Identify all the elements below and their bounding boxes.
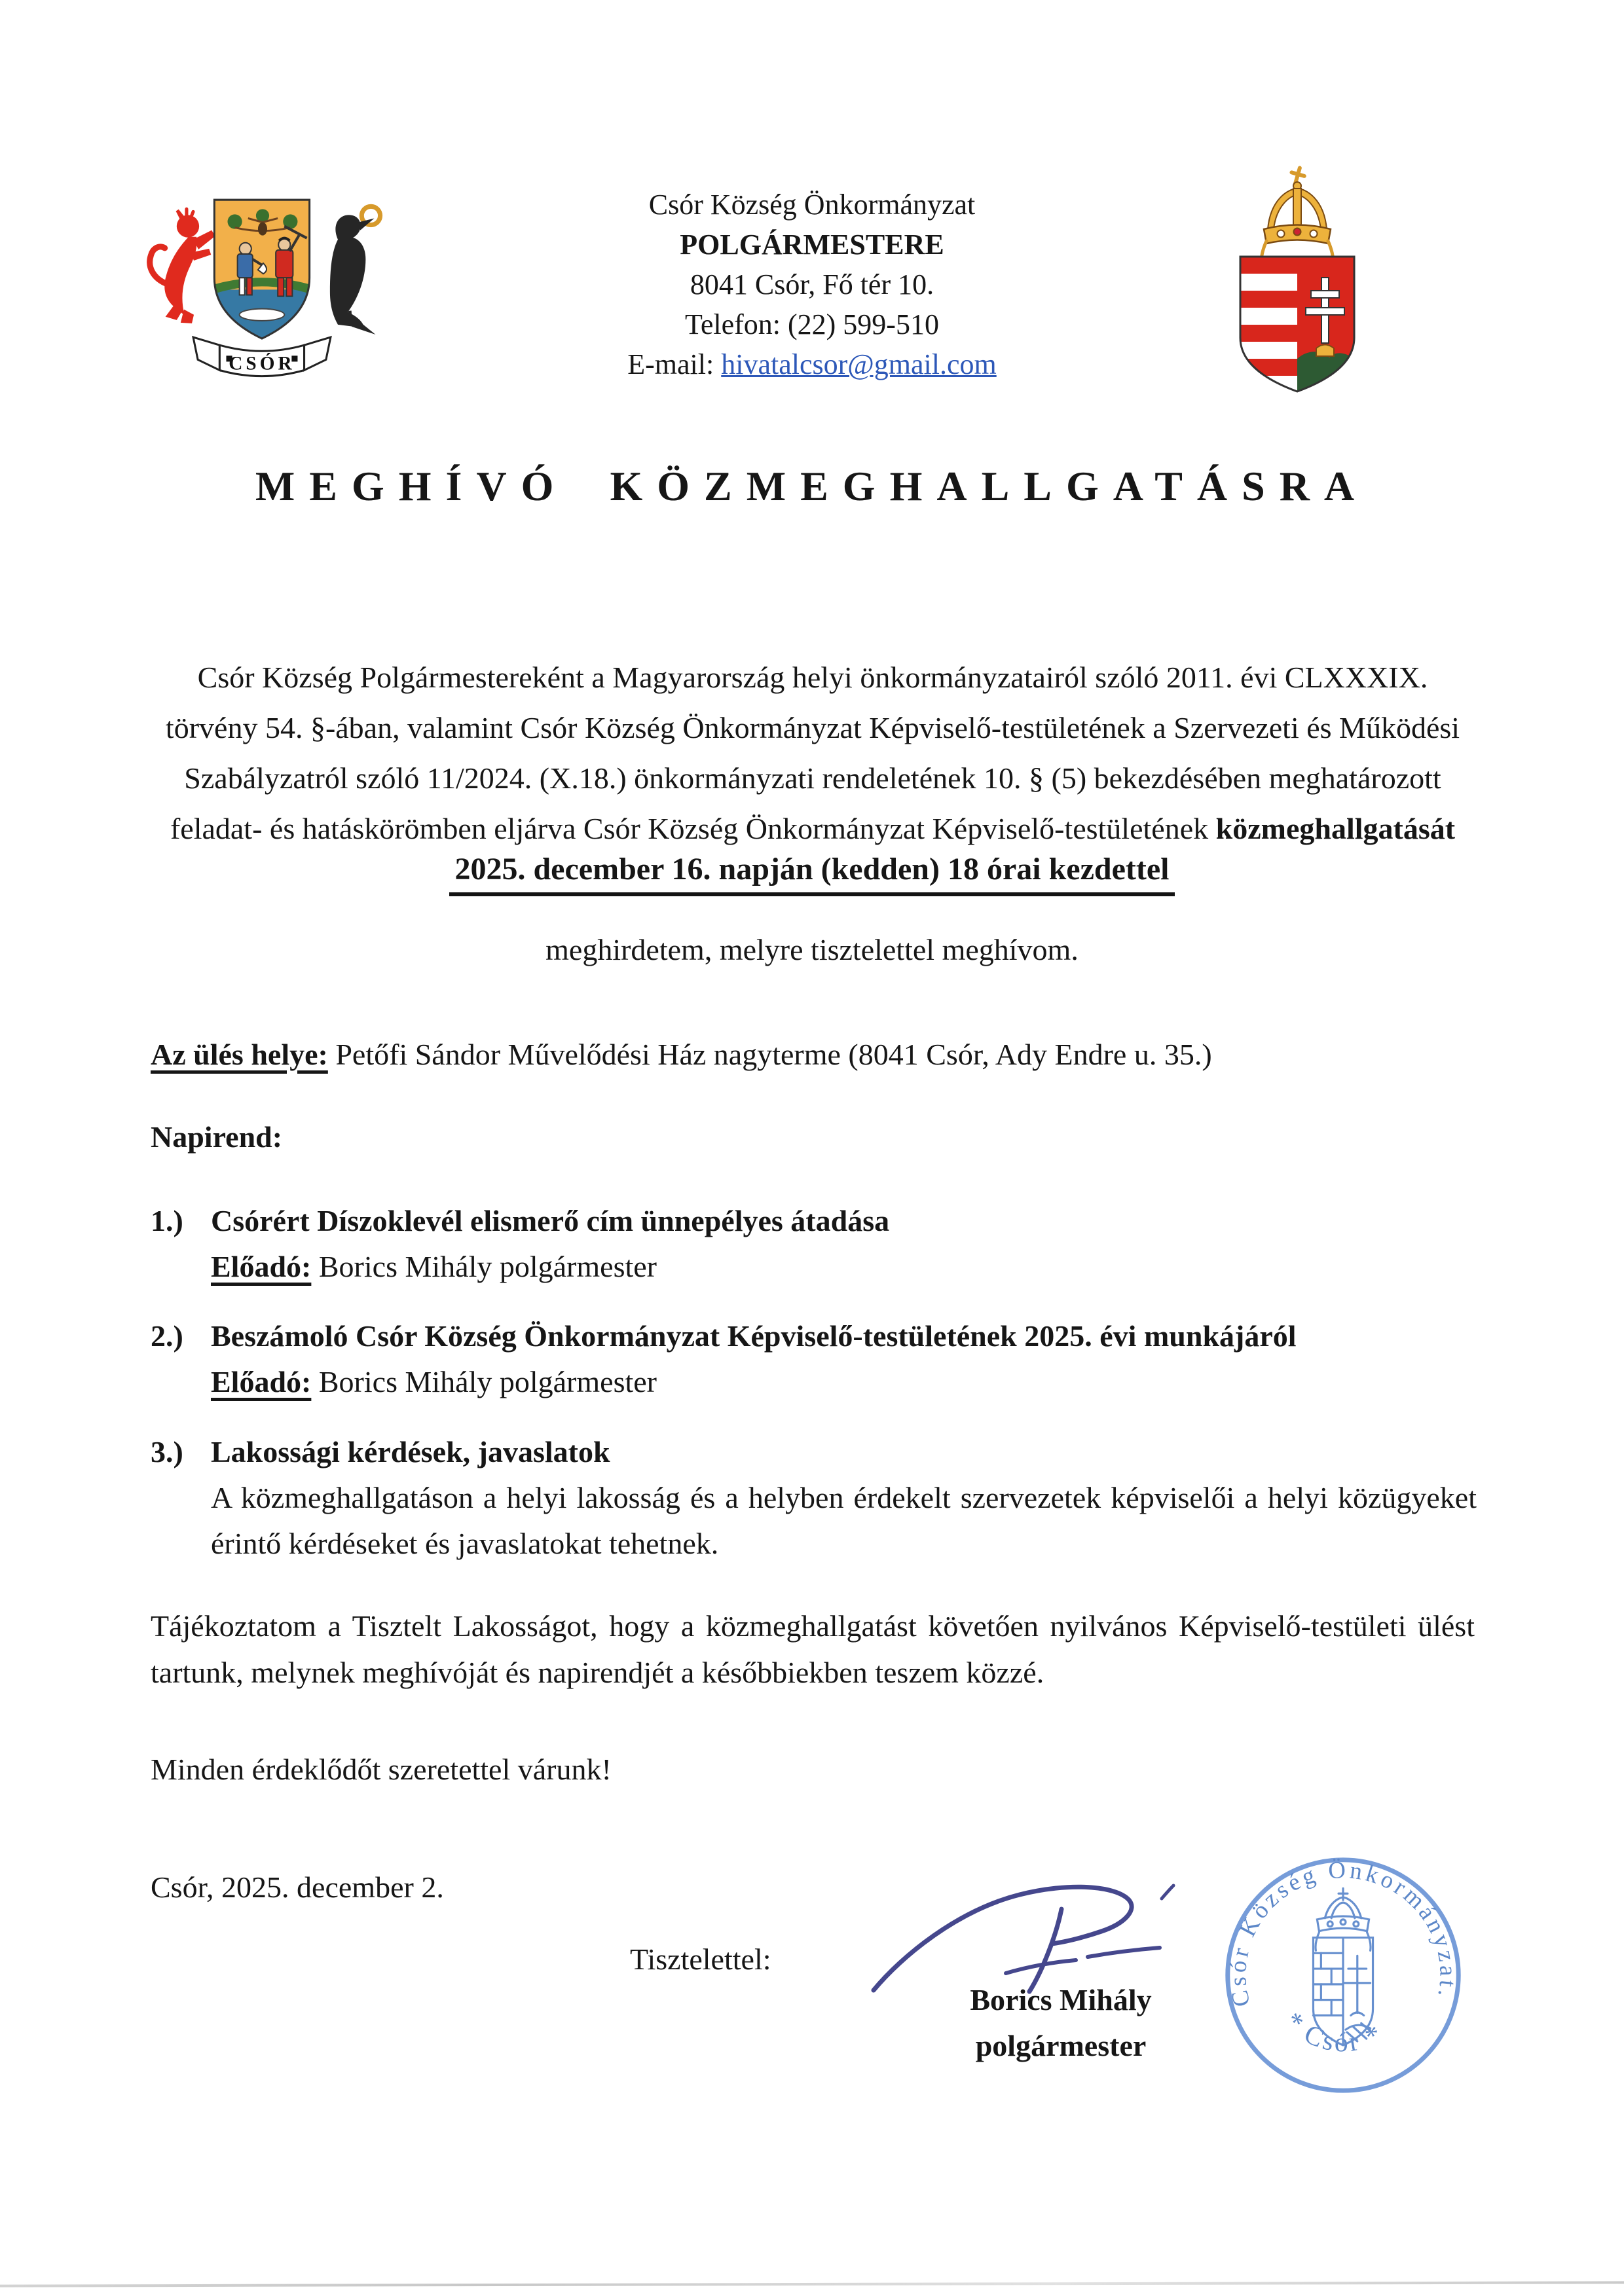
place-date-line: Csór, 2025. december 2. (151, 1870, 444, 1904)
official-stamp (1213, 1846, 1473, 2105)
agenda-heading: Napirend: (151, 1120, 283, 1154)
stamp-coat-of-arms-icon (1313, 1888, 1373, 2045)
hearing-date-line (0, 851, 1624, 896)
letterhead (468, 185, 1156, 384)
presenter-label: Előadó: (211, 1365, 312, 1398)
presenter-name: Borics Mihály polgármester (311, 1365, 657, 1398)
venue-line (151, 1037, 1475, 1072)
agenda-item-presenter (211, 1359, 1477, 1405)
hearing-date-text: 2025. december 16. napján (kedden) 18 órai kezdettel (449, 851, 1174, 896)
presenter-label: Előadó: (211, 1250, 312, 1283)
agenda-item-title: Csórért Díszoklevél elismerő cím ünnepélyes átadása (211, 1204, 890, 1237)
org-email-line (468, 344, 1156, 384)
intro-text: Csór Község Polgármestereként a Magyarország helyi önkormányzatairól szóló 2011. évi CLXXXIX. törvény 54. §-ában, valamint Csór Község Önkormányzat Képviselő-testületének a Szervezeti és Működési Szabályzatról szóló 11/2024. (X.18.) önkormányzati rendeletének 10. § (5) bekezdésében meghatározott feladat- és hatáskörömben eljárva Csór Község Önkormányzat Képviselő-testületének (165, 661, 1460, 845)
agenda-item-3 (151, 1429, 1477, 1567)
signer-title: polgármester (975, 2029, 1147, 2062)
scan-artifact-line (0, 2281, 1624, 2287)
signer-block (933, 1977, 1189, 2069)
hungary-shield (1240, 257, 1354, 394)
salutation: Tisztelettel: (630, 1942, 771, 1976)
csor-banner (193, 337, 331, 376)
stamp-text-top: Csór Község Önkormányzat. (1224, 1855, 1462, 2010)
small-crown-icon (1316, 345, 1334, 357)
agenda-item-title: Lakossági kérdések, javaslatok (211, 1435, 610, 1468)
signer-name: Borics Mihály (970, 1983, 1152, 2016)
intro-paragraph (151, 652, 1475, 854)
agenda-item-number: 3.) (151, 1435, 183, 1468)
lion-icon (150, 209, 215, 323)
venue-label: Az ülés helye: (151, 1038, 328, 1071)
agenda-item-1 (151, 1198, 1477, 1290)
hungary-crest-graphic (1226, 165, 1369, 409)
agenda-item-body: A közmeghallgatáson a helyi lakosság és a helyben érdekelt szervezetek képviselői a helyi közügyeket érintő kérdéseket és javaslatokat tehetnek. (211, 1481, 1477, 1560)
email-label: E-mail: (627, 348, 722, 380)
green-mound (1297, 352, 1354, 392)
org-phone: Telefon: (22) 599-510 (685, 308, 939, 340)
agenda-item-2 (151, 1313, 1477, 1405)
csor-coat-of-arms (119, 185, 410, 407)
org-role: POLGÁRMESTERE (680, 228, 944, 261)
fish-icon (240, 309, 285, 321)
email-link[interactable]: hivatalcsor@gmail.com (721, 348, 997, 380)
announce-line: meghirdetem, melyre tisztelettel meghívom. (545, 933, 1079, 966)
presenter-name: Borics Mihály polgármester (311, 1250, 657, 1283)
agenda-item-number: 2.) (151, 1319, 183, 1353)
org-address: 8041 Csór, Fő tér 10. (690, 268, 934, 301)
raven-icon (330, 206, 380, 335)
csor-crest-graphic (119, 185, 410, 407)
org-name: Csór Község Önkormányzat (648, 189, 976, 221)
hungary-coat-of-arms (1226, 165, 1369, 409)
csor-banner-label: CSÓR (229, 353, 295, 374)
agenda-item-presenter (211, 1244, 1477, 1290)
welcome-line: Minden érdeklődőt szeretettel várunk! (151, 1753, 612, 1786)
page-title: MEGHÍVÓ KÖZMEGHALLGATÁSRA (255, 463, 1369, 509)
stamp-text-bottom: * Csór * (1279, 2005, 1389, 2058)
csor-shield (214, 200, 309, 342)
info-paragraph: Tájékoztatom a Tisztelt Lakosságot, hogy a közmeghallgatást követően nyilvános Képviselő-testületi ülést tartunk, melynek meghívóját és napirendjét a későbbiekben teszem közzé. (151, 1609, 1475, 1689)
stamp-graphic (1213, 1846, 1473, 2105)
venue-text: Petőfi Sándor Művelődési Ház nagyterme (8041 Csór, Ady Endre u. 35.) (327, 1038, 1212, 1071)
agenda-item-number: 1.) (151, 1204, 183, 1237)
agenda-item-title: Beszámoló Csór Község Önkormányzat Képviselő-testületének 2025. évi munkájáról (211, 1319, 1297, 1353)
intro-highlight: közmeghallgatását (1215, 812, 1456, 845)
